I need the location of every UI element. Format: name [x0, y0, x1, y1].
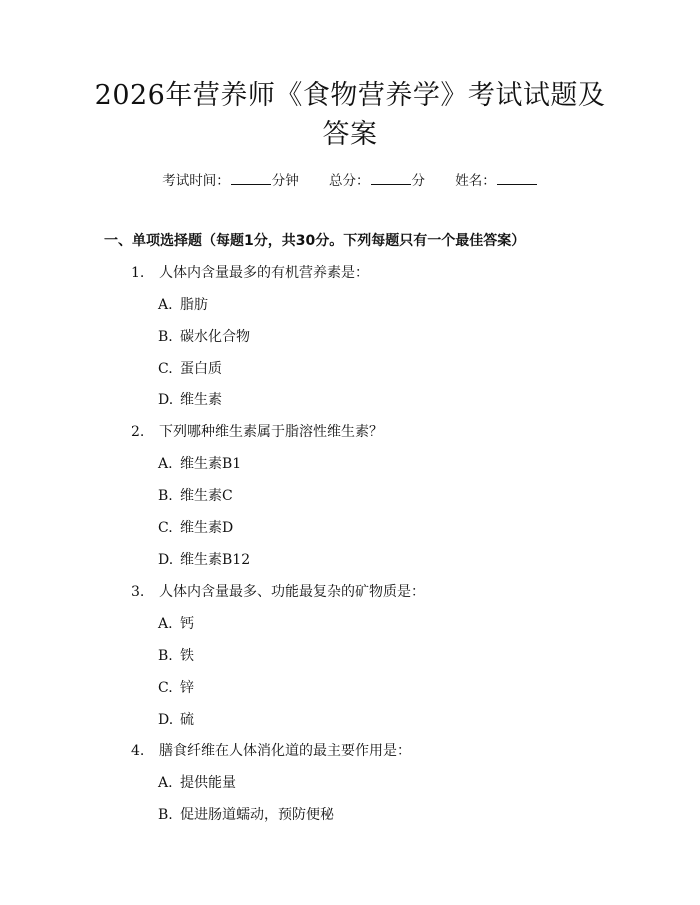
option-text: 维生素B1 [180, 456, 242, 472]
option-text: 蛋白质 [180, 361, 222, 377]
option-letter: A. [158, 456, 173, 472]
question-2-option-d [158, 549, 250, 569]
option-letter: D. [158, 712, 174, 728]
option-letter: D. [158, 392, 174, 408]
question-3-option-a [158, 613, 194, 633]
option-letter: A. [158, 297, 173, 313]
option-letter: C. [158, 520, 173, 536]
option-letter: C. [158, 680, 173, 696]
section-title: 一、单项选择题（每题1分，共30分。下列每题只有一个最佳答案） [104, 233, 526, 249]
question-3 [131, 581, 425, 601]
option-letter: B. [158, 807, 173, 823]
question-3-option-d [158, 709, 194, 729]
question-3-option-c [158, 677, 194, 697]
option-text: 铁 [180, 648, 194, 664]
option-text: 脂肪 [180, 297, 208, 313]
option-text: 碳水化合物 [180, 329, 250, 345]
exam-time-blank [231, 172, 271, 185]
total-score-unit: 分 [411, 173, 425, 189]
option-letter: A. [158, 775, 173, 791]
name-label: 姓名： [455, 173, 496, 189]
question-text: 膳食纤维在人体消化道的最主要作用是： [159, 743, 411, 759]
question-1 [131, 262, 369, 282]
name-blank [497, 172, 537, 185]
question-number: 1. [131, 265, 145, 281]
exam-time-label: 考试时间： [162, 173, 230, 189]
question-2-option-b [158, 485, 233, 505]
question-2-option-a [158, 453, 241, 473]
question-2-option-c [158, 517, 233, 537]
option-text: 钙 [180, 616, 194, 632]
question-1-option-a [158, 294, 208, 314]
question-number: 4. [131, 743, 145, 759]
question-number: 3. [131, 584, 145, 600]
option-letter: B. [158, 488, 173, 504]
total-score-label: 总分： [329, 173, 370, 189]
option-text: 提供能量 [180, 775, 236, 791]
option-text: 维生素B12 [180, 552, 251, 568]
option-letter: D. [158, 552, 174, 568]
name-field [455, 169, 538, 189]
question-4-option-a [158, 772, 236, 792]
option-letter: B. [158, 329, 173, 345]
question-text: 下列哪种维生素属于脂溶性维生素？ [159, 424, 383, 440]
exam-time-field [162, 169, 299, 189]
document-title: 2026年营养师《食物营养学》考试试题及答案 [94, 80, 606, 150]
question-1-option-d [158, 389, 222, 409]
option-text: 维生素D [180, 520, 234, 536]
option-text: 维生素 [180, 392, 222, 408]
question-text: 人体内含量最多、功能最复杂的矿物质是： [159, 584, 425, 600]
option-letter: A. [158, 616, 173, 632]
option-letter: C. [158, 361, 173, 377]
question-text: 人体内含量最多的有机营养素是： [159, 265, 369, 281]
option-text: 促进肠道蠕动，预防便秘 [180, 807, 334, 823]
question-2 [131, 421, 383, 441]
option-letter: B. [158, 648, 173, 664]
total-score-blank [371, 172, 411, 185]
question-4 [131, 740, 411, 760]
question-3-option-b [158, 645, 194, 665]
exam-info-row [0, 169, 700, 189]
question-1-option-b [158, 326, 250, 346]
option-text: 锌 [180, 680, 194, 696]
question-number: 2. [131, 424, 145, 440]
option-text: 硫 [180, 712, 194, 728]
exam-time-unit: 分钟 [271, 173, 299, 189]
option-text: 维生素C [180, 488, 233, 504]
question-4-option-b [158, 804, 334, 824]
question-1-option-c [158, 358, 222, 378]
total-score-field [329, 169, 425, 189]
